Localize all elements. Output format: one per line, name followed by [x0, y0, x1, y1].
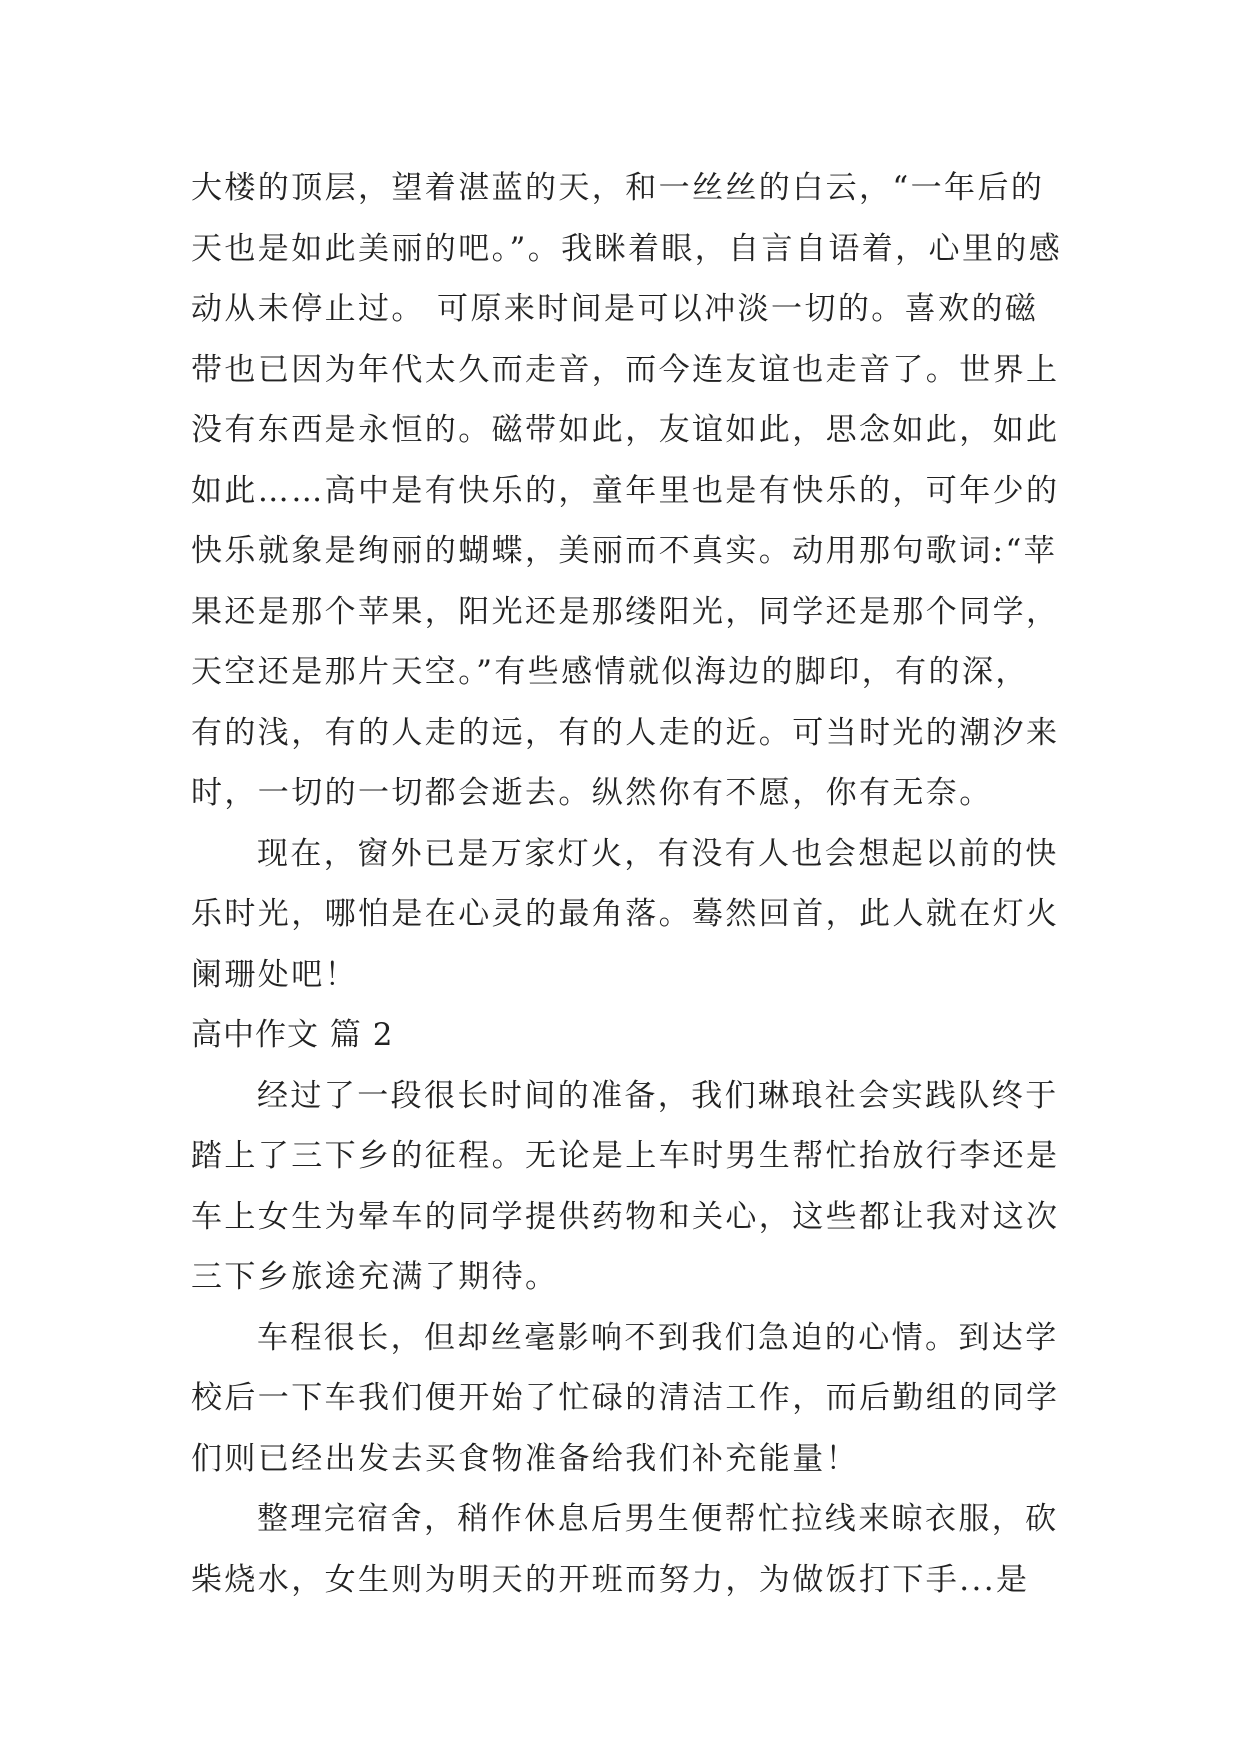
- text-line: 带也已因为年代太久而走音，而今连友谊也走音了。世界上: [191, 351, 1060, 388]
- text-line: 快乐就象是绚丽的蝴蝶，美丽而不真实。动用那句歌词:“苹: [191, 533, 1058, 569]
- paragraph-first-line: 车程很长，但却丝毫影响不到我们急迫的心情。到达学: [257, 1319, 1059, 1356]
- text-line: 三下乡旅途充满了期待。: [191, 1259, 559, 1295]
- text-line: 阑珊处吧！: [191, 956, 358, 993]
- text-line: 天也是如此美丽的吧。”。我眯着眼，自言自语着，心里的感: [191, 230, 1063, 267]
- text-line: 踏上了三下乡的征程。无论是上车时男生帮忙抬放行李还是: [191, 1138, 1060, 1174]
- text-line: 动从未停止过。 可原来时间是可以冲淡一切的。喜欢的磁: [191, 291, 1039, 327]
- text-line: 时，一切的一切都会逝去。纵然你有不愿，你有无奈。: [191, 775, 993, 811]
- paragraph-first-line: 现在，窗外已是万家灯火，有没有人也会想起以前的快: [257, 835, 1059, 872]
- text-line: 没有东西是永恒的。磁带如此，友谊如此，思念如此，如此: [191, 412, 1060, 448]
- text-line: 校后一下车我们便开始了忙碌的清洁工作，而后勤组的同学: [191, 1380, 1060, 1416]
- text-line: 们则已经出发去买食物准备给我们补充能量！: [191, 1440, 859, 1477]
- text-line: 车上女生为晕车的同学提供药物和关心，这些都让我对这次: [191, 1198, 1060, 1235]
- text-line: 柴烧水，女生则为明天的开班而努力，为做饭打下手...是: [191, 1561, 1030, 1598]
- paragraph-first-line: 经过了一段很长时间的准备，我们琳琅社会实践队终于: [257, 1077, 1059, 1114]
- text-line: 乐时光，哪怕是在心灵的最角落。蓦然回首，此人就在灯火: [191, 896, 1060, 932]
- text-line: 大楼的顶层，望着湛蓝的天，和一丝丝的白云，“一年后的: [191, 170, 1045, 206]
- paragraph-first-line: 整理完宿舍，稍作休息后男生便帮忙拉线来晾衣服，砍: [257, 1501, 1059, 1537]
- section-heading: 高中作文 篇 2: [191, 1017, 394, 1053]
- document-body: [191, 158, 1071, 1610]
- text-line: 果还是那个苹果，阳光还是那缕阳光，同学还是那个同学，: [191, 593, 1060, 630]
- text-line: 如此……高中是有快乐的，童年里也是有快乐的，可年少的: [191, 472, 1060, 509]
- text-line: 天空还是那片天空。”有些感情就似海边的脚印，有的深，: [191, 654, 1029, 690]
- text-line: 有的浅，有的人走的远，有的人走的近。可当时光的潮汐来: [191, 714, 1060, 751]
